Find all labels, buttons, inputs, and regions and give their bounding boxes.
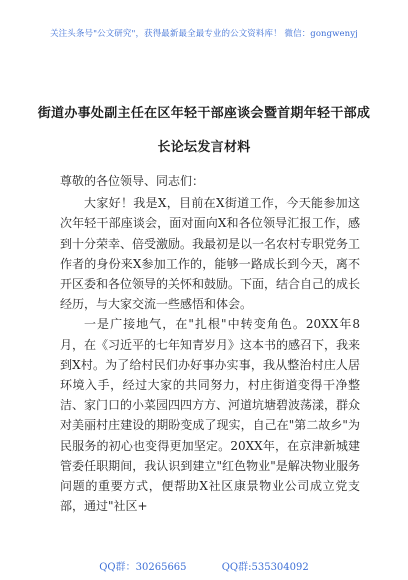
footer-qq-group-2: QQ群:535304092 [221, 562, 309, 573]
footer [0, 558, 408, 573]
document-title-line1: 街道办事处副主任在区年轻干部座谈会暨首期年轻干部成 [37, 106, 371, 121]
paragraph: 大家好！我是X，目前在X街道工作，今天能参加这次年轻干部座谈会，面对面向X和各位领导汇报工作，感到十分荣幸、倍受激励。我最初是以一名农村专职党务工作者的身份来X参加工作的，能够一路成长到今天，离不开区委和各位领导的关怀和鼓励。下面，结合自己的成长经历，与大家交流一些感悟和体会。 [60, 196, 361, 312]
greeting: 尊敬的各位领导、同志们： [60, 174, 205, 188]
header-banner: 关注头条号"公文研究"，获得最新最全最专业的公文资料库！ 微信：gongwenyj [50, 29, 358, 39]
footer-qq-group-1: QQ群：30265665 [99, 562, 187, 573]
document-title-line2: 长论坛发言材料 [157, 140, 251, 155]
document-body [60, 171, 360, 516]
paragraph: 一是广接地气，在"扎根"中转变角色。20XX年8月，在《习近平的七年知青岁月》这本书的感召下，我来到X村。为了给村民们办好事办实事，我从整治村庄人居环境入手，经过大家的共同努力，村庄街道变得干净整洁、家门口的小菜园四四方方、河道坑塘碧波荡漾，群众对美丽村庄建设的期盼变成了现实，自己在"第二故乡"为民服务的初心也变得更加坚定。20XX年，在京津新城建管委任职期间，我认识到建立"红色物业"是解决物业服务问题的重要方式，便帮助X社区康景物业公司成立党支部，通过"社区+ [60, 317, 361, 514]
